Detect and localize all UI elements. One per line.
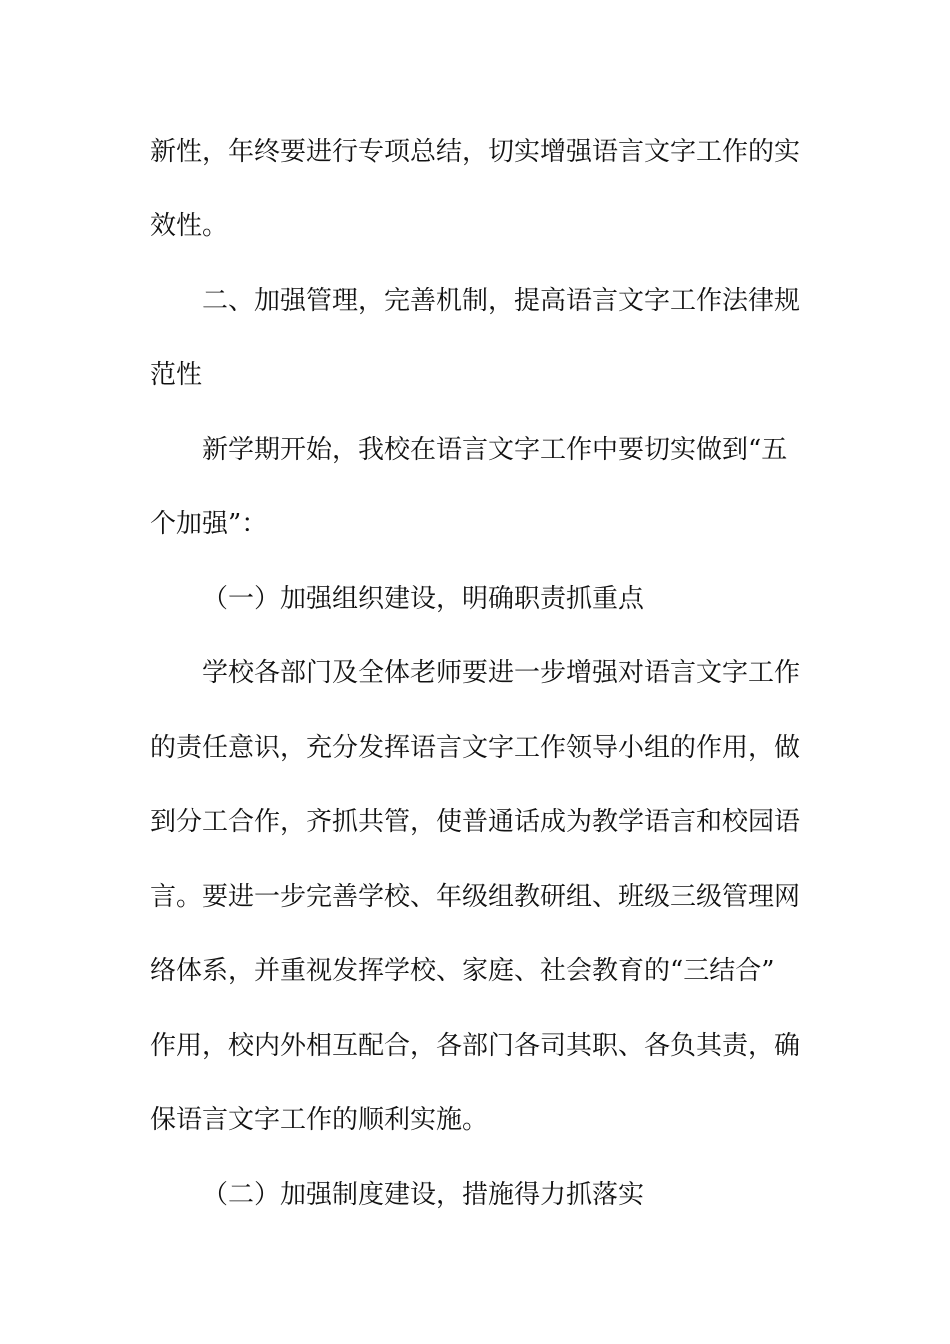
body-text-line: 个加强”： — [150, 509, 268, 539]
section-heading-line: 范性 — [150, 360, 203, 390]
body-text-line: 的责任意识，充分发挥语言文字工作领导小组的作用，做 — [150, 733, 801, 763]
body-text-line: 保语言文字工作的顺利实施。 — [150, 1105, 489, 1135]
body-text-line: 新性，年终要进行专项总结，切实增强语言文字工作的实 — [150, 137, 801, 167]
subsection-heading-line: （二）加强制度建设，措施得力抓落实 — [202, 1180, 645, 1210]
section-heading-line: 二、加强管理，完善机制，提高语言文字工作法律规 — [202, 286, 801, 316]
body-text-line: 学校各部门及全体老师要进一步增强对语言文字工作 — [202, 658, 801, 688]
body-text-line: 络体系，并重视发挥学校、家庭、社会教育的“三结合” — [150, 956, 775, 986]
body-text-line: 作用，校内外相互配合，各部门各司其职、各负其责，确 — [150, 1031, 801, 1061]
body-text-line: 效性。 — [150, 211, 229, 241]
subsection-heading-line: （一）加强组织建设，明确职责抓重点 — [202, 584, 645, 614]
body-text-line: 言。要进一步完善学校、年级组教研组、班级三级管理网 — [150, 882, 801, 912]
body-text-line: 到分工合作，齐抓共管，使普通话成为教学语言和校园语 — [150, 807, 801, 837]
body-text-line: 新学期开始，我校在语言文字工作中要切实做到“五 — [202, 435, 788, 465]
